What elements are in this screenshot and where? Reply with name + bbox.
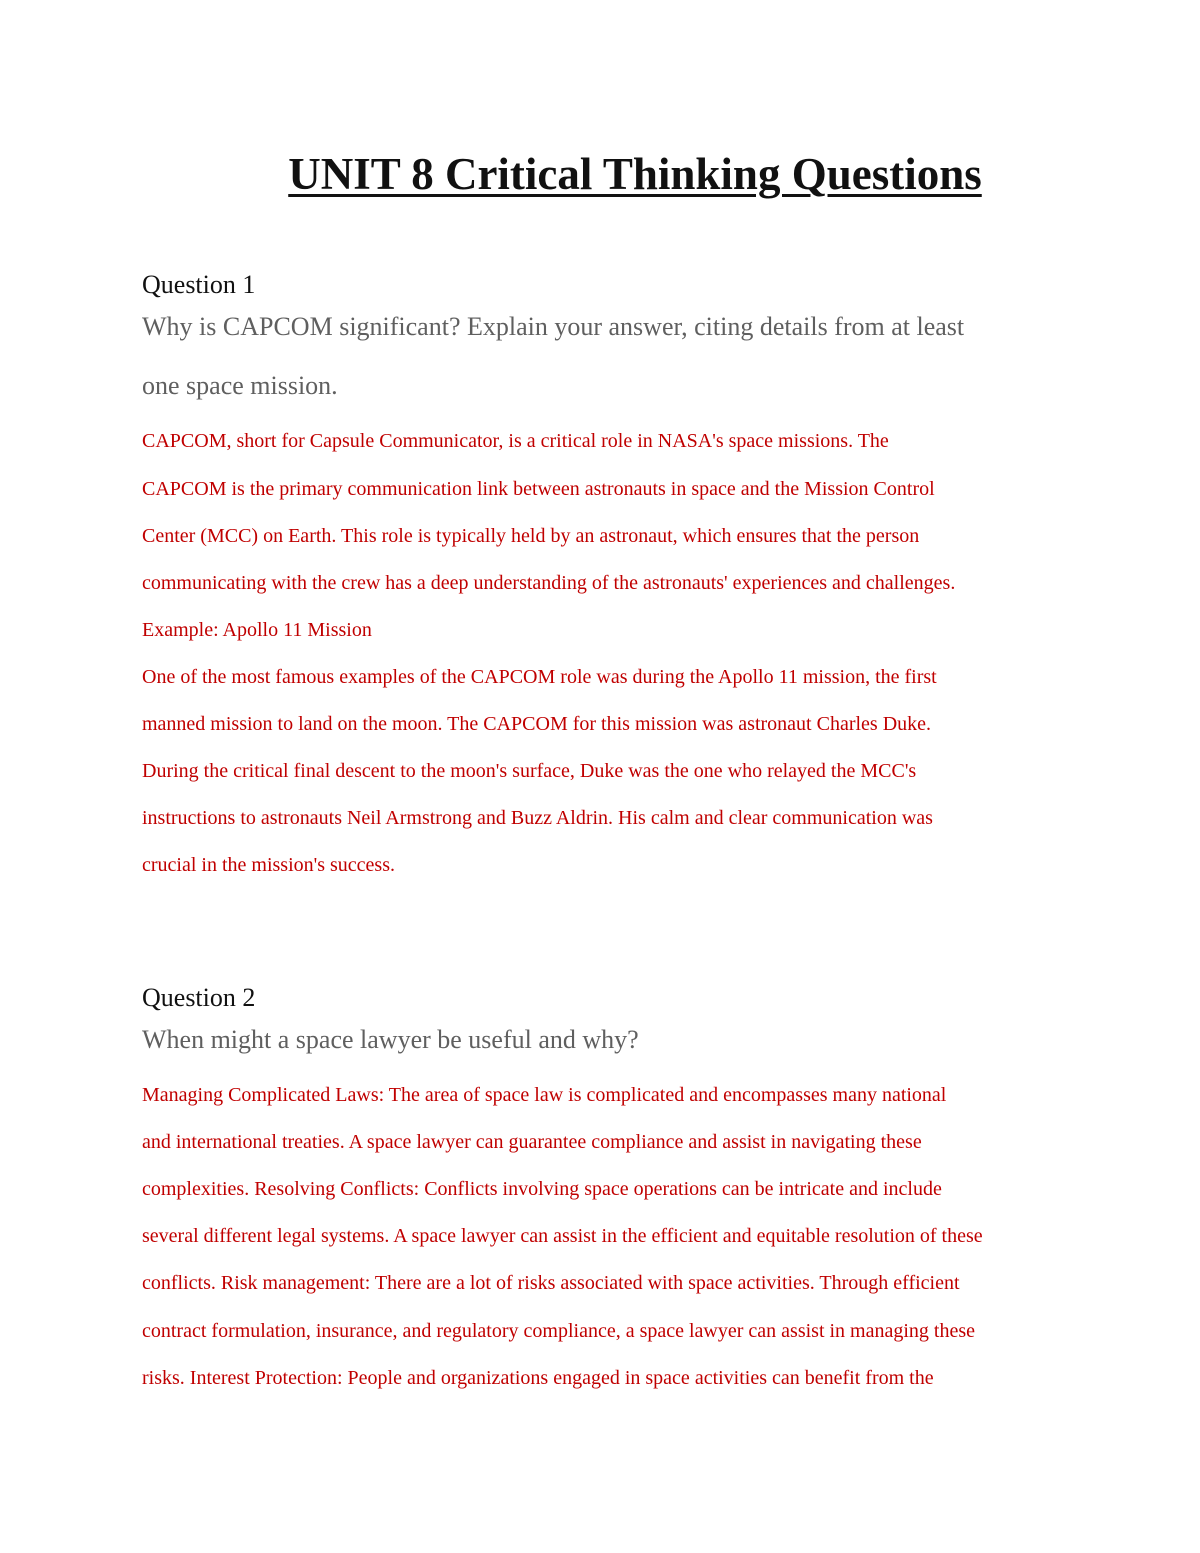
question-2-prompt-line: When might a space lawyer be useful and why? (142, 1025, 639, 1054)
question-1-answer-line: Example: Apollo 11 Mission (142, 619, 372, 641)
question-2-answer-line: Managing Complicated Laws: The area of space law is complicated and encompasses many national (142, 1084, 947, 1106)
question-2-answer-line: risks. Interest Protection: People and organizations engaged in space activities can benefit from the (142, 1367, 934, 1389)
question-1-answer-line: During the critical final descent to the moon's surface, Duke was the one who relayed the MCC's (142, 760, 917, 782)
question-1-heading: Question 1 (142, 270, 256, 299)
question-1-prompt-line: one space mission. (142, 371, 338, 400)
question-2-answer-line: conflicts. Risk management: There are a lot of risks associated with space activities. Through efficient (142, 1272, 960, 1294)
question-1-answer-line: instructions to astronauts Neil Armstrong and Buzz Aldrin. His calm and clear communication was (142, 807, 933, 829)
question-1-answer-line: crucial in the mission's success. (142, 854, 395, 876)
question-2-heading: Question 2 (142, 983, 256, 1012)
question-1-answer-line: communicating with the crew has a deep understanding of the astronauts' experiences and challenges. (142, 572, 956, 594)
question-1-answer-line: Center (MCC) on Earth. This role is typically held by an astronaut, which ensures that the person (142, 525, 920, 547)
question-2-answer-line: contract formulation, insurance, and regulatory compliance, a space lawyer can assist in managing these (142, 1320, 976, 1342)
question-2-answer-line: and international treaties. A space lawyer can guarantee compliance and assist in navigating these (142, 1131, 922, 1153)
question-1-answer-line: CAPCOM, short for Capsule Communicator, is a critical role in NASA's space missions. The (142, 430, 889, 452)
question-2-answer-line: complexities. Resolving Conflicts: Conflicts involving space operations can be intricate and include (142, 1178, 942, 1200)
question-2-answer-line: several different legal systems. A space lawyer can assist in the efficient and equitable resolution of these (142, 1225, 983, 1247)
question-1-answer-line: CAPCOM is the primary communication link between astronauts in space and the Mission Control (142, 478, 935, 500)
question-1-answer-line: One of the most famous examples of the CAPCOM role was during the Apollo 11 mission, the first (142, 666, 937, 688)
question-1-prompt-line: Why is CAPCOM significant? Explain your answer, citing details from at least (142, 312, 965, 341)
document-title: UNIT 8 Critical Thinking Questions (288, 149, 982, 199)
question-1-answer-line: manned mission to land on the moon. The CAPCOM for this mission was astronaut Charles Duke. (142, 713, 932, 735)
